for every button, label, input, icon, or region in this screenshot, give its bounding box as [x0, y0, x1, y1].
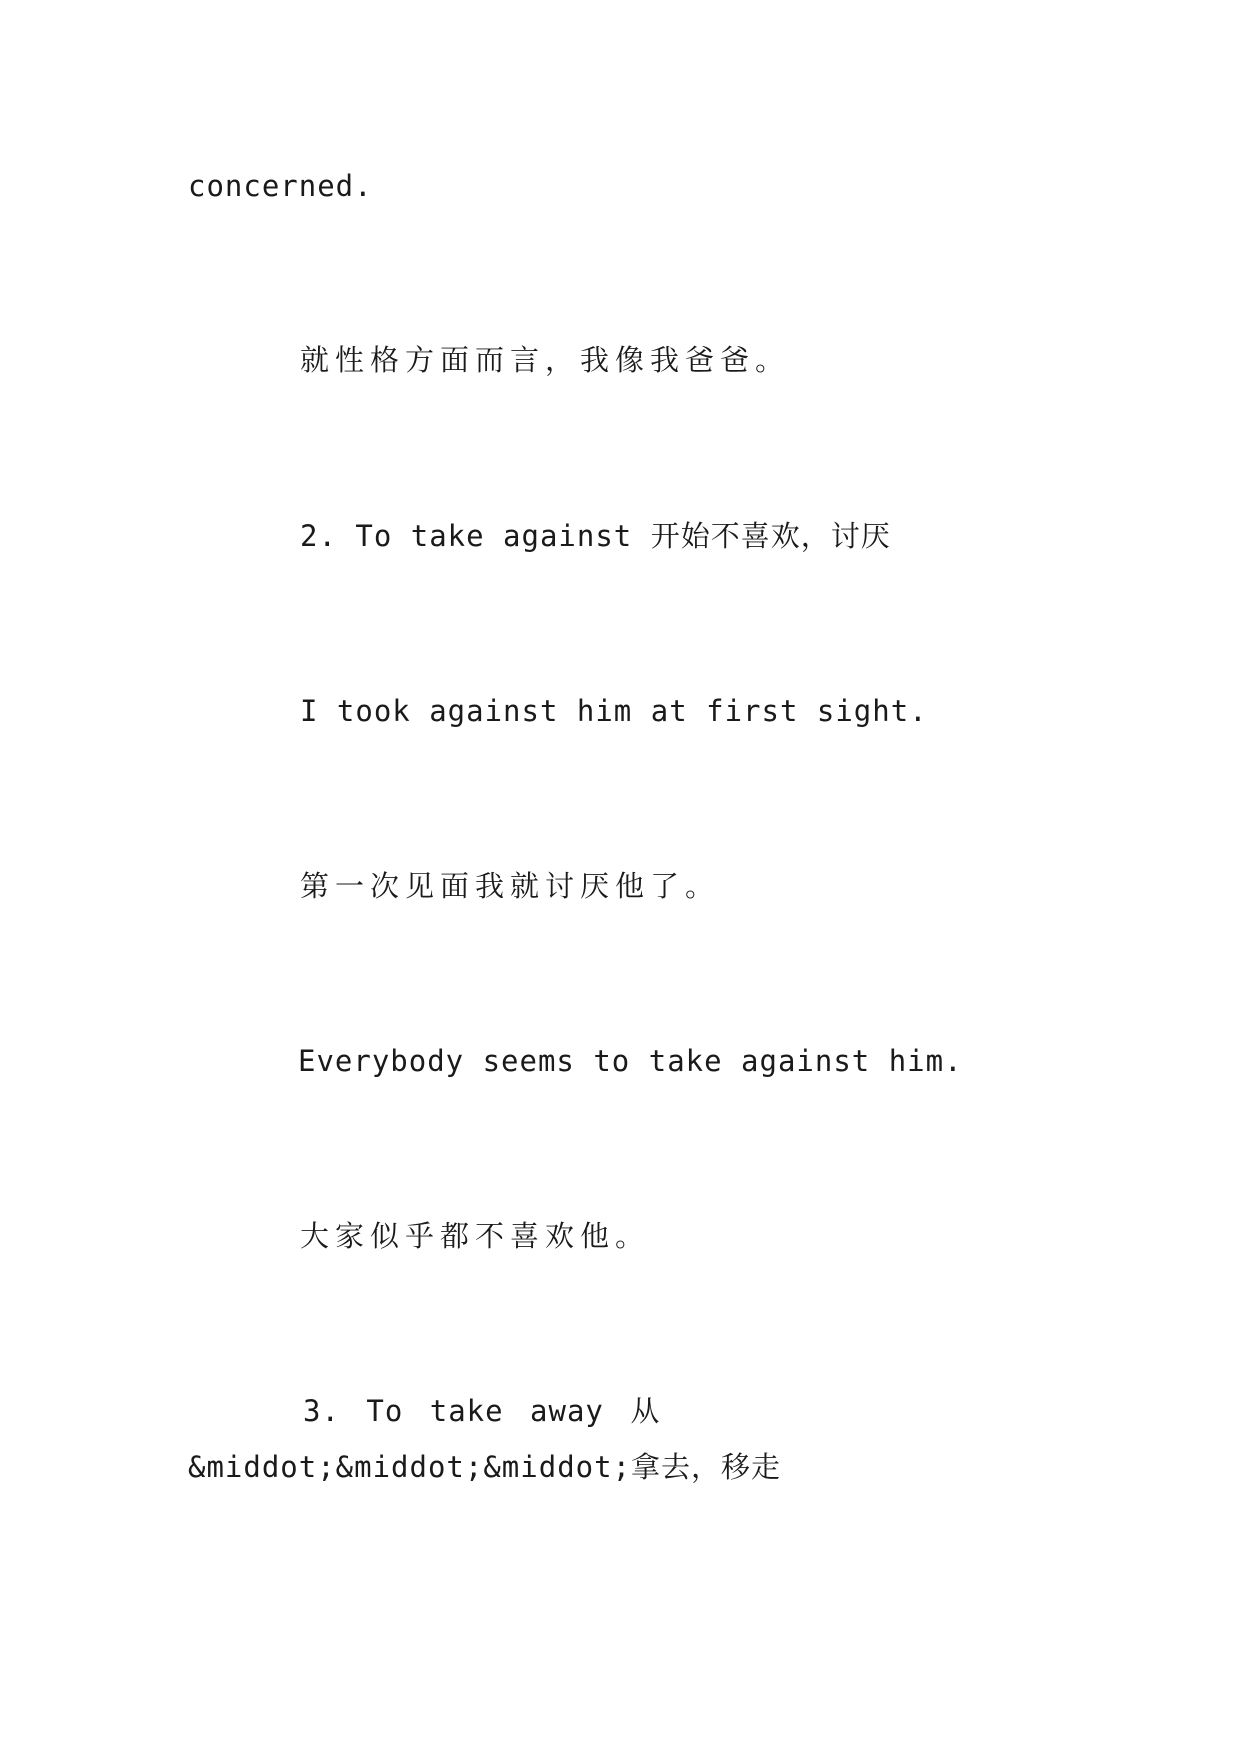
example-translation-everybody: 大家似乎都不喜欢他。 — [300, 1219, 651, 1253]
example-sentence-took-against: I took against him at first sight. — [300, 694, 928, 728]
text-line-personality-translation: 就性格方面而言，我像我爸爸。 — [300, 343, 791, 377]
example-translation-first-sight: 第一次见面我就讨厌他了。 — [300, 869, 721, 903]
heading-take-against: 2. To take against 开始不喜欢，讨厌 — [300, 519, 891, 553]
heading-take-away: 3. To take away 从&middot;&middot;&middot;拿去，移走 — [188, 1394, 782, 1484]
text-line-concerned: concerned. — [188, 169, 373, 203]
example-sentence-everybody: Everybody seems to take against him. — [298, 1044, 963, 1078]
